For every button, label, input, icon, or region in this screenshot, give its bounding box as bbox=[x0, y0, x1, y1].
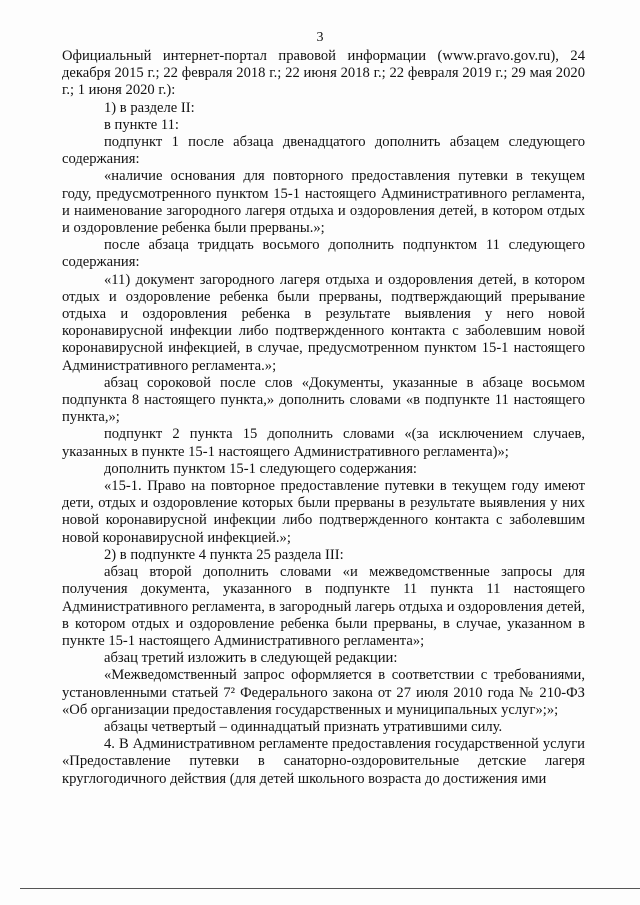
paragraph: «наличие основания для повторного предоставления путевки в текущем году, предусмотренного пунктом 15-1 настоящего Административного регламента, и наименование загородного лагеря отдыха и оздоровления детей, в котором отдых и оздоровление ребенка были прерваны.»; bbox=[62, 168, 585, 237]
paragraph: «11) документ загородного лагеря отдыха и оздоровления детей, в котором отдых и оздоровление ребенка были прерваны, подтверждающий прерывание отдыха и оздоровления ребенка в результате выявления у него новой коронавирусной инфекции либо подтвержденного контакта с заболевшим новой коронавирусной инфекцией, в случае, предусмотренном пунктом 15-1 настоящего Административного регламента.»; bbox=[62, 271, 585, 374]
page-number: 3 bbox=[316, 30, 324, 45]
paragraph: в пункте 11: bbox=[104, 116, 179, 133]
paragraph: абзац сороковой после слов «Документы, указанные в абзаце восьмом подпункта 8 настоящего пункта,» дополнить словами «в подпункте 11 настоящего пункта,»; bbox=[62, 374, 585, 426]
paragraph: после абзаца тридцать восьмого дополнить подпунктом 11 следующего содержания: bbox=[62, 237, 585, 271]
paragraph: 2) в подпункте 4 пункта 25 раздела III: bbox=[104, 546, 344, 563]
paragraph: абзац второй дополнить словами «и межведомственные запросы для получения документа, указанного в подпункте 11 пункта 11 настоящего Административного регламента, в загородный лагерь отдыха и оздоровления детей, в котором отдых и оздоровление ребенка были прерваны, в случае, указанном в пункте 15-1 настоящего Административного регламента»; bbox=[62, 564, 585, 649]
paragraph: дополнить пунктом 15-1 следующего содержания: bbox=[104, 460, 417, 477]
paragraph: 1) в разделе II: bbox=[104, 99, 195, 116]
paragraph: «Межведомственный запрос оформляется в соответствии с требованиями, установленными статьей 7² Федерального закона от 27 июля 2010 года № 210-ФЗ «Об организации предоставления государственных и муниципальных услуг»;»; bbox=[62, 667, 585, 718]
paragraph: Официальный интернет-портал правовой информации (www.pravo.gov.ru), 24 декабря 2015 г.; 22 февраля 2018 г.; 22 июня 2018 г.; 22 февраля 2019 г.; 29 мая 2020 г.; 1 июня 2020 г.): bbox=[62, 48, 585, 99]
bottom-divider bbox=[20, 888, 640, 889]
paragraph: «15-1. Право на повторное предоставление путевки в текущем году имеют дети, отдых и оздоровление которых были прерваны в результате выявления у них новой коронавирусной инфекции либо подтвержденного контакта с заболевшим новой коронавирусной инфекцией.»; bbox=[62, 478, 585, 546]
paragraph: абзац третий изложить в следующей редакции: bbox=[104, 650, 398, 667]
paragraph: подпункт 2 пункта 15 дополнить словами «(за исключением случаев, указанных в пункте 15-1 настоящего Административного регламента)»; bbox=[62, 426, 585, 460]
paragraph: 4. В Административном регламенте предоставления государственной услуги «Предоставление путевки в санаторно-оздоровительные детские лагеря круглогодичного действия (для детей школьного возраста до достижения ими bbox=[62, 736, 585, 787]
paragraph: абзацы четвертый – одиннадцатый признать утратившими силу. bbox=[104, 718, 503, 735]
paragraph: подпункт 1 после абзаца двенадцатого дополнить абзацем следующего содержания: bbox=[62, 134, 585, 168]
document-body bbox=[62, 48, 585, 788]
